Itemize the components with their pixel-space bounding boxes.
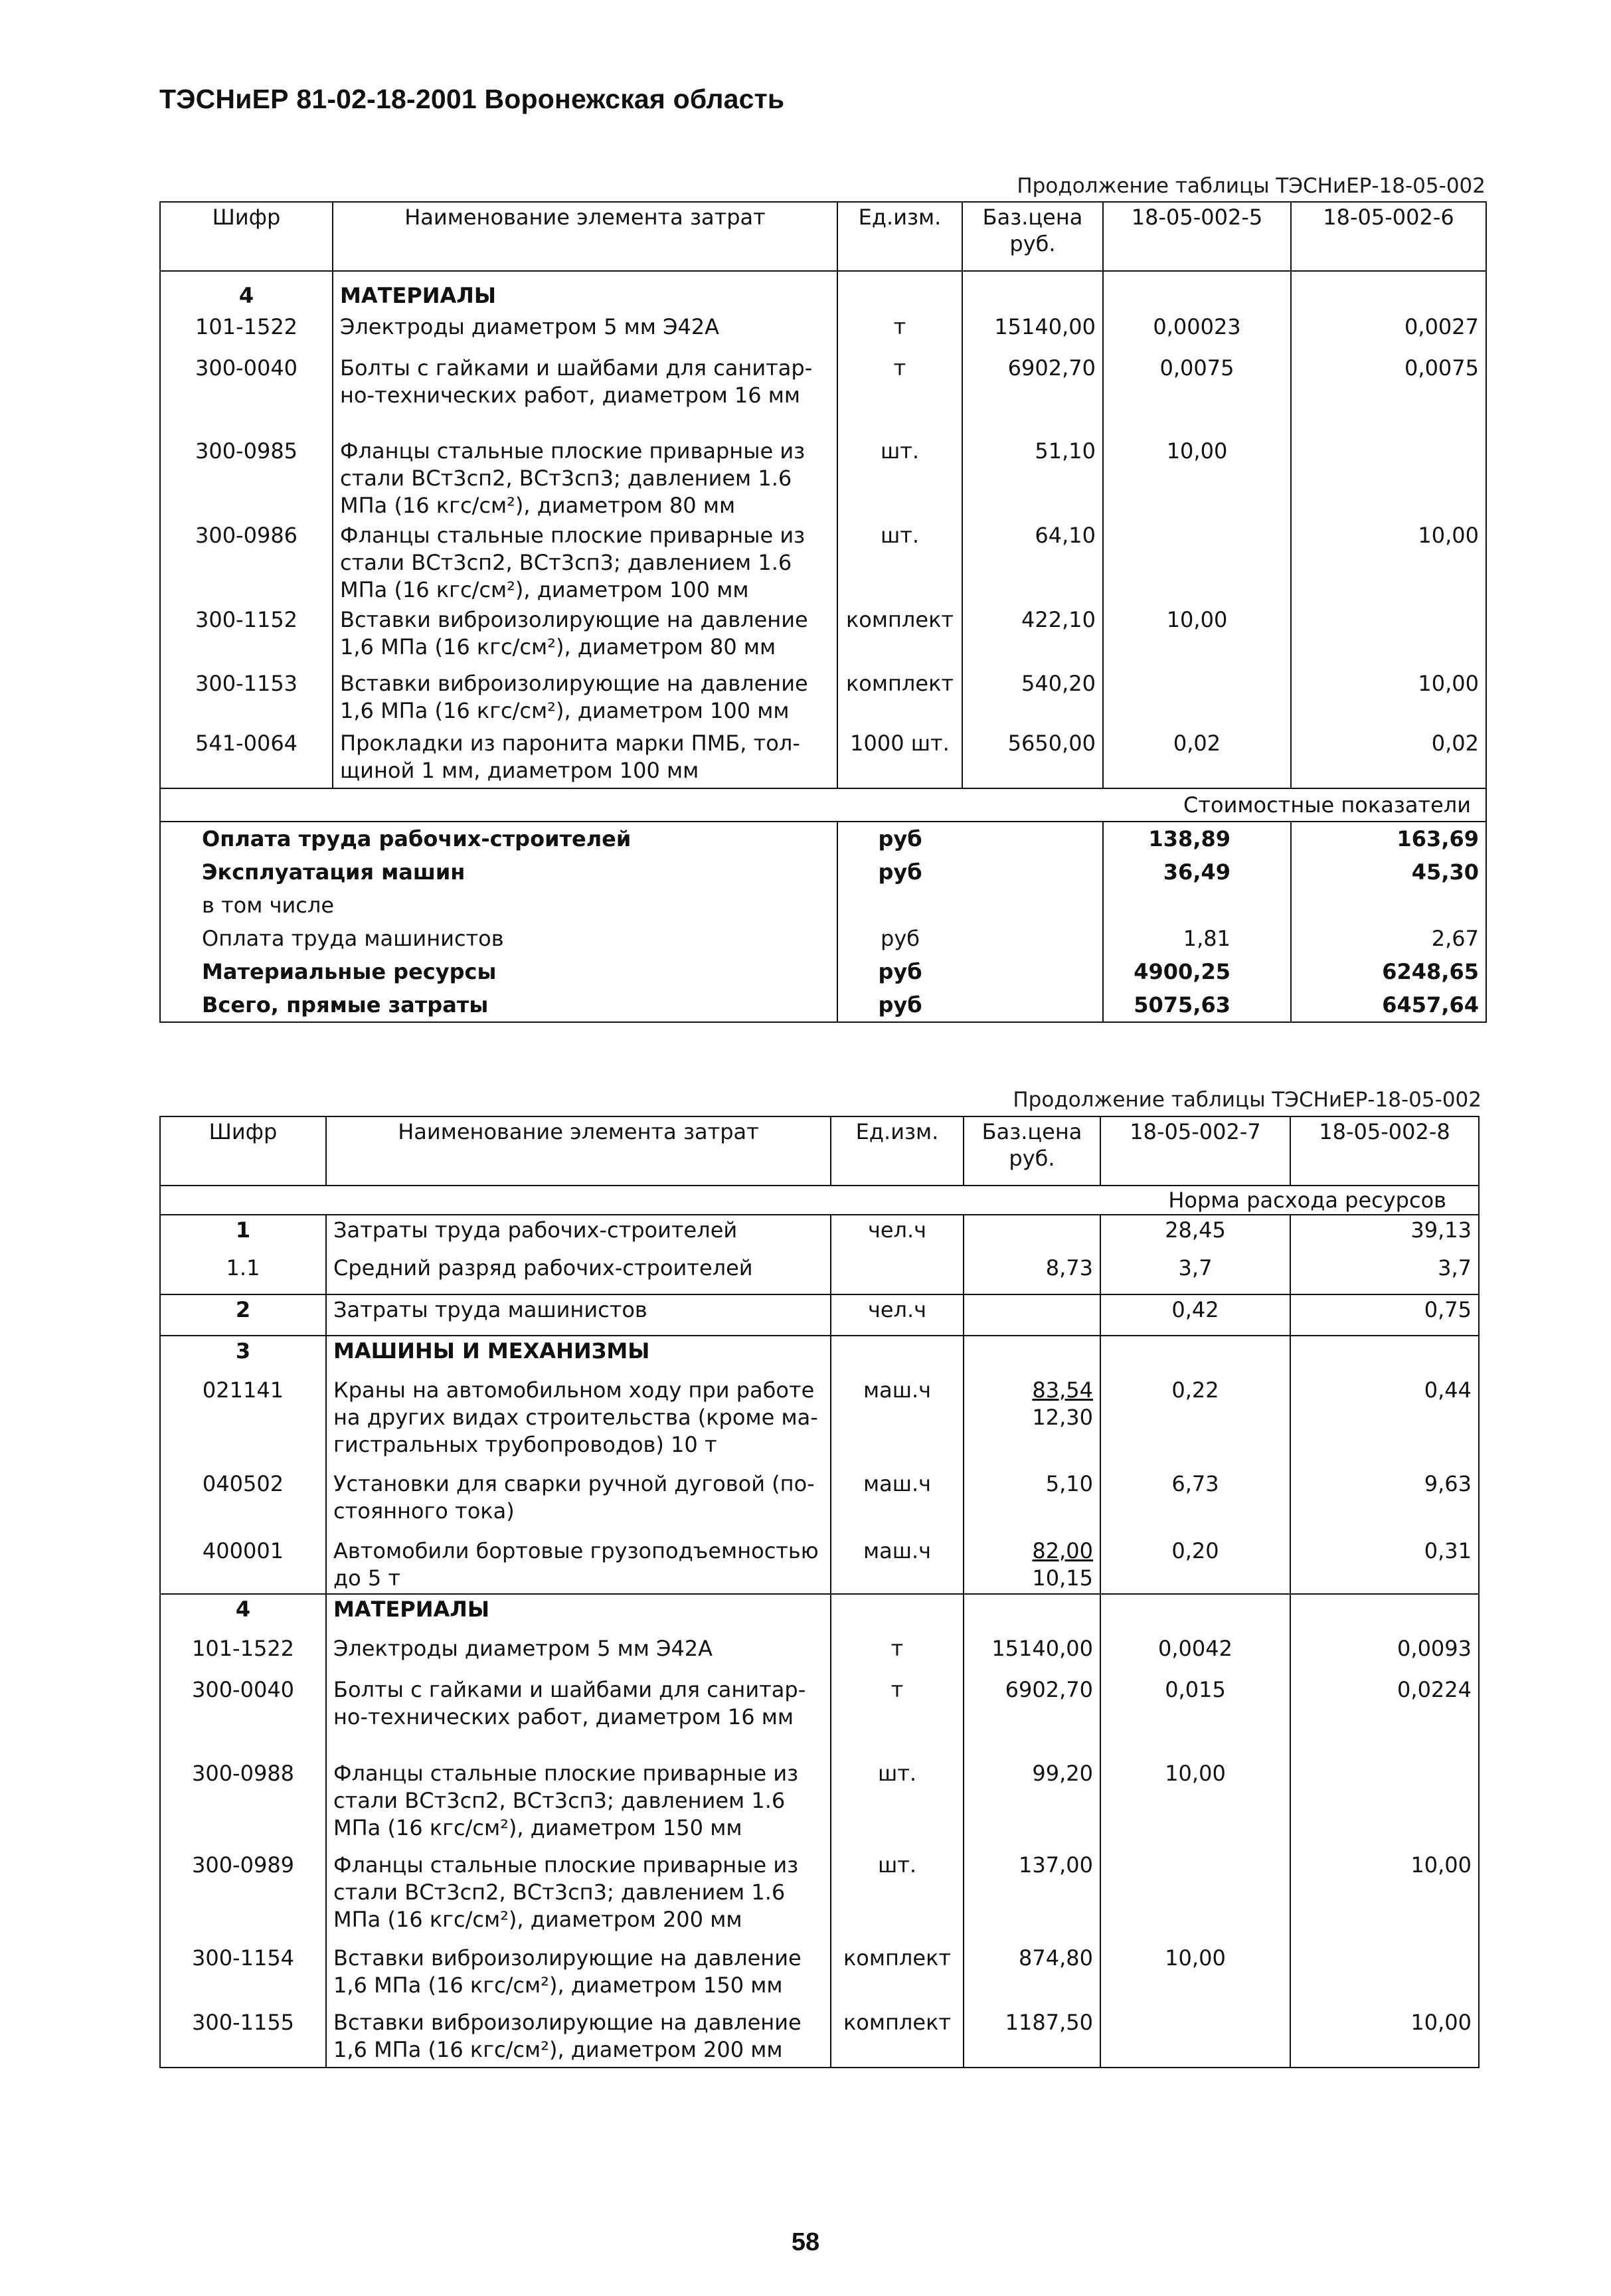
item-code: 541-0064 [160,729,333,788]
item-price: 15140,00 [962,312,1103,353]
item-unit: шт. [831,1759,964,1850]
item-price: 99,20 [964,1759,1100,1850]
item-value-b: 10,00 [1290,2008,1479,2068]
summary-caption: Стоимостные показатели [160,788,1486,822]
item-price: 422,10 [962,605,1103,669]
summary-value-a: 1,81 [1103,922,1291,955]
summary-unit: руб [837,855,962,889]
item-value-b [1290,1594,1479,1634]
item-value-a [1103,521,1291,605]
item-unit: т [831,1634,964,1675]
item-value-a: 0,42 [1100,1294,1290,1336]
item-price: 6902,70 [962,353,1103,436]
item-name: Фланцы стальные плоские приварные из стали ВСт3сп2, ВСт3сп3; давлением 1.6 МПа (16 кгс/см²), диаметром 100 мм [333,521,837,605]
table-row [160,605,1486,669]
item-unit: маш.ч [831,1375,964,1469]
summary-row [160,922,1486,955]
item-name: Автомобили бортовые грузоподъемностью до 5 т [326,1536,831,1594]
summary-label: Всего, прямые затраты [160,988,837,1022]
col-header-variant-a: 18-05-002-5 [1103,202,1291,271]
item-code: 300-0989 [160,1850,326,1943]
item-unit: комплект [831,1943,964,2008]
item-name: Болты с гайками и шайбами для санитар-но-технических работ, диаметром 16 мм [333,353,837,436]
item-name: Вставки виброизолирующие на давление 1,6 МПа (16 кгс/см²), диаметром 80 мм [333,605,837,669]
table-header-row [160,1116,1479,1186]
summary-caption-row [160,788,1486,822]
item-value-a: 0,22 [1100,1375,1290,1469]
table-row [160,1943,1479,2008]
item-unit: шт. [831,1850,964,1943]
item-value-a: 0,0075 [1103,353,1291,436]
item-value-b [1291,436,1486,521]
item-value-a: 0,02 [1103,729,1291,788]
summary-value-b [1291,889,1486,922]
summary-value-b: 163,69 [1291,822,1486,855]
table-caption: Продолжение таблицы ТЭСНиЕР-18-05-002 [1013,1088,1482,1112]
item-value-b: 10,00 [1290,1850,1479,1943]
summary-value-a: 36,49 [1103,855,1291,889]
table-row [160,1469,1479,1536]
item-unit: комплект [831,2008,964,2068]
item-code: 300-1155 [160,2008,326,2068]
table-row [160,1536,1479,1594]
table-row [160,729,1486,788]
item-price [964,1294,1100,1336]
summary-row [160,822,1486,855]
item-name: Прокладки из паронита марки ПМБ, тол-щиной 1 мм, диаметром 100 мм [333,729,837,788]
summary-label: в том числе [160,889,837,922]
item-value-a: 0,015 [1100,1675,1290,1759]
table-row [160,1759,1479,1850]
item-code: 300-0986 [160,521,333,605]
section-title: МАТЕРИАЛЫ [326,1594,831,1634]
col-header-name: Наименование элемента затрат [333,202,837,271]
item-code: 300-1152 [160,605,333,669]
summary-unit: руб [837,955,962,988]
col-header-variant-b: 18-05-002-6 [1291,202,1486,271]
item-code: 1 [160,1215,326,1253]
item-value-a: 3,7 [1100,1253,1290,1294]
item-price: 1187,50 [964,2008,1100,2068]
col-header-price: Баз.цена руб. [964,1116,1100,1186]
item-value-a: 10,00 [1103,605,1291,669]
item-price: 64,10 [962,521,1103,605]
table-row [160,1336,1479,1375]
item-code: 300-0988 [160,1759,326,1850]
summary-value-a: 5075,63 [1103,988,1291,1022]
item-unit: шт. [837,436,962,521]
summary-value-a [1103,889,1291,922]
item-code: 300-0985 [160,436,333,521]
item-value-a: 10,00 [1100,1759,1290,1850]
table-header-row [160,202,1486,271]
table-row [160,1294,1479,1336]
item-value-b: 3,7 [1290,1253,1479,1294]
item-name: Электроды диаметром 5 мм Э42А [333,312,837,353]
item-value-b [1290,1759,1479,1850]
item-code: 1.1 [160,1253,326,1294]
section-title: МАШИНЫ И МЕХАНИЗМЫ [326,1336,831,1375]
item-price: 6902,70 [964,1675,1100,1759]
item-unit [831,1253,964,1294]
col-header-variant-b: 18-05-002-8 [1290,1116,1479,1186]
col-header-price: Баз.цена руб. [962,202,1103,271]
item-unit: шт. [837,521,962,605]
summary-unit: руб [837,822,962,855]
table-row [160,521,1486,605]
item-price [964,1336,1100,1375]
item-name: Фланцы стальные плоские приварные из стали ВСт3сп2, ВСт3сп3; давлением 1.6 МПа (16 кгс/см²), диаметром 200 мм [326,1850,831,1943]
item-value-a: 0,0042 [1100,1634,1290,1675]
page-title: ТЭСНиЕР 81-02-18-2001 Воронежская область [159,84,785,114]
item-value-a: 28,45 [1100,1215,1290,1253]
section-code: 4 [160,271,333,312]
item-code: 400001 [160,1536,326,1594]
item-price: 874,80 [964,1943,1100,2008]
summary-row [160,855,1486,889]
item-code: 021141 [160,1375,326,1469]
summary-unit: руб [837,922,962,955]
item-unit: 1000 шт. [837,729,962,788]
summary-label: Эксплуатация машин [160,855,837,889]
summary-unit: руб [837,988,962,1022]
table-row [160,1850,1479,1943]
item-value-b: 10,00 [1291,521,1486,605]
item-value-b [1290,1336,1479,1375]
item-value-a [1100,1850,1290,1943]
item-price [964,1215,1100,1253]
col-header-unit: Ед.изм. [831,1116,964,1186]
table-row [160,312,1486,353]
item-unit [831,1336,964,1375]
item-price: 5,10 [964,1469,1100,1536]
item-unit: чел.ч [831,1215,964,1253]
table-row [160,353,1486,436]
item-value-b: 0,31 [1290,1536,1479,1594]
table-row [160,1675,1479,1759]
col-header-name: Наименование элемента затрат [326,1116,831,1186]
col-header-variant-a: 18-05-002-7 [1100,1116,1290,1186]
item-name: Электроды диаметром 5 мм Э42А [326,1634,831,1675]
item-value-b: 10,00 [1291,669,1486,729]
item-name: Вставки виброизолирующие на давление 1,6 МПа (16 кгс/см²), диаметром 100 мм [333,669,837,729]
item-name: Затраты труда рабочих-строителей [326,1215,831,1253]
table-row [160,1375,1479,1469]
item-unit [831,1594,964,1634]
summary-spacer [962,889,1103,922]
item-value-b [1290,1943,1479,2008]
item-name: Средний разряд рабочих-строителей [326,1253,831,1294]
item-code: 101-1522 [160,1634,326,1675]
table-row [160,1253,1479,1294]
page-number: 58 [791,2228,820,2256]
item-value-a [1100,2008,1290,2068]
item-name: Установки для сварки ручной дуговой (по-стоянного тока) [326,1469,831,1536]
summary-label: Материальные ресурсы [160,955,837,988]
summary-value-b: 45,30 [1291,855,1486,889]
item-value-b: 0,44 [1290,1375,1479,1469]
table-row [160,436,1486,521]
item-unit: маш.ч [831,1536,964,1594]
item-unit: т [837,312,962,353]
item-name: Болты с гайками и шайбами для санитар-но-технических работ, диаметром 16 мм [326,1675,831,1759]
section-title: МАТЕРИАЛЫ [333,271,837,312]
norm-caption: Норма расхода ресурсов [160,1186,1479,1215]
item-price: 83,54 12,30 [964,1375,1100,1469]
col-header-unit: Ед.изм. [837,202,962,271]
item-name: Вставки виброизолирующие на давление 1,6 МПа (16 кгс/см²), диаметром 150 мм [326,1943,831,2008]
table-row [160,669,1486,729]
item-name: Затраты труда машинистов [326,1294,831,1336]
item-value-b: 9,63 [1290,1469,1479,1536]
item-value-b: 0,0027 [1291,312,1486,353]
item-value-a: 0,20 [1100,1536,1290,1594]
item-unit: комплект [837,605,962,669]
summary-row [160,889,1486,922]
item-unit: т [831,1675,964,1759]
item-value-b: 39,13 [1290,1215,1479,1253]
item-code: 300-1154 [160,1943,326,2008]
col-header-code: Шифр [160,202,333,271]
item-price: 8,73 [964,1253,1100,1294]
item-value-b: 0,0075 [1291,353,1486,436]
item-value-a [1103,669,1291,729]
item-unit: чел.ч [831,1294,964,1336]
item-unit: т [837,353,962,436]
summary-value-b: 2,67 [1291,922,1486,955]
item-price: 15140,00 [964,1634,1100,1675]
item-value-a: 0,00023 [1103,312,1291,353]
item-name: Краны на автомобильном ходу при работе на других видах строительства (кроме ма-гистральных трубопроводов) 10 т [326,1375,831,1469]
item-price: 540,20 [962,669,1103,729]
item-code: 300-0040 [160,353,333,436]
item-value-b: 0,0093 [1290,1634,1479,1675]
col-header-code: Шифр [160,1116,326,1186]
item-name: Фланцы стальные плоские приварные из стали ВСт3сп2, ВСт3сп3; давлением 1.6 МПа (16 кгс/см²), диаметром 80 мм [333,436,837,521]
item-code: 300-1153 [160,669,333,729]
item-code: 3 [160,1336,326,1375]
item-price: 5650,00 [962,729,1103,788]
item-name: Фланцы стальные плоские приварные из стали ВСт3сп2, ВСт3сп3; давлением 1.6 МПа (16 кгс/см²), диаметром 150 мм [326,1759,831,1850]
item-value-b: 0,02 [1291,729,1486,788]
summary-row [160,955,1486,988]
summary-label: Оплата труда машинистов [160,922,837,955]
resource-table-2 [159,1116,1480,2068]
item-value-a: 10,00 [1100,1943,1290,2008]
summary-label: Оплата труда рабочих-строителей [160,822,837,855]
summary-value-a: 4900,25 [1103,955,1291,988]
item-unit: комплект [837,669,962,729]
item-value-b [1291,605,1486,669]
item-price: 82,00 10,15 [964,1536,1100,1594]
table-row [160,1215,1479,1253]
summary-spacer [962,955,1103,988]
item-value-a [1100,1594,1290,1634]
section-row [160,271,1486,312]
summary-spacer [962,822,1103,855]
item-code: 4 [160,1594,326,1634]
summary-spacer [962,922,1103,955]
summary-value-a: 138,89 [1103,822,1291,855]
item-value-a [1100,1336,1290,1375]
summary-row [160,988,1486,1022]
item-code: 300-0040 [160,1675,326,1759]
item-value-a: 10,00 [1103,436,1291,521]
norm-caption-row [160,1186,1479,1215]
item-value-a: 6,73 [1100,1469,1290,1536]
summary-value-b: 6248,65 [1291,955,1486,988]
item-price [964,1594,1100,1634]
item-value-b: 0,0224 [1290,1675,1479,1759]
item-value-b: 0,75 [1290,1294,1479,1336]
item-code: 2 [160,1294,326,1336]
item-unit: маш.ч [831,1469,964,1536]
item-code: 040502 [160,1469,326,1536]
table-row [160,2008,1479,2068]
item-code: 101-1522 [160,312,333,353]
item-name: Вставки виброизолирующие на давление 1,6 МПа (16 кгс/см²), диаметром 200 мм [326,2008,831,2068]
summary-value-b: 6457,64 [1291,988,1486,1022]
item-price: 51,10 [962,436,1103,521]
table-row [160,1594,1479,1634]
summary-spacer [962,855,1103,889]
item-price: 137,00 [964,1850,1100,1943]
summary-spacer [962,988,1103,1022]
summary-unit [837,889,962,922]
resource-table-1 [159,201,1487,1023]
table-row [160,1634,1479,1675]
table-caption: Продолжение таблицы ТЭСНиЕР-18-05-002 [1017,174,1485,198]
